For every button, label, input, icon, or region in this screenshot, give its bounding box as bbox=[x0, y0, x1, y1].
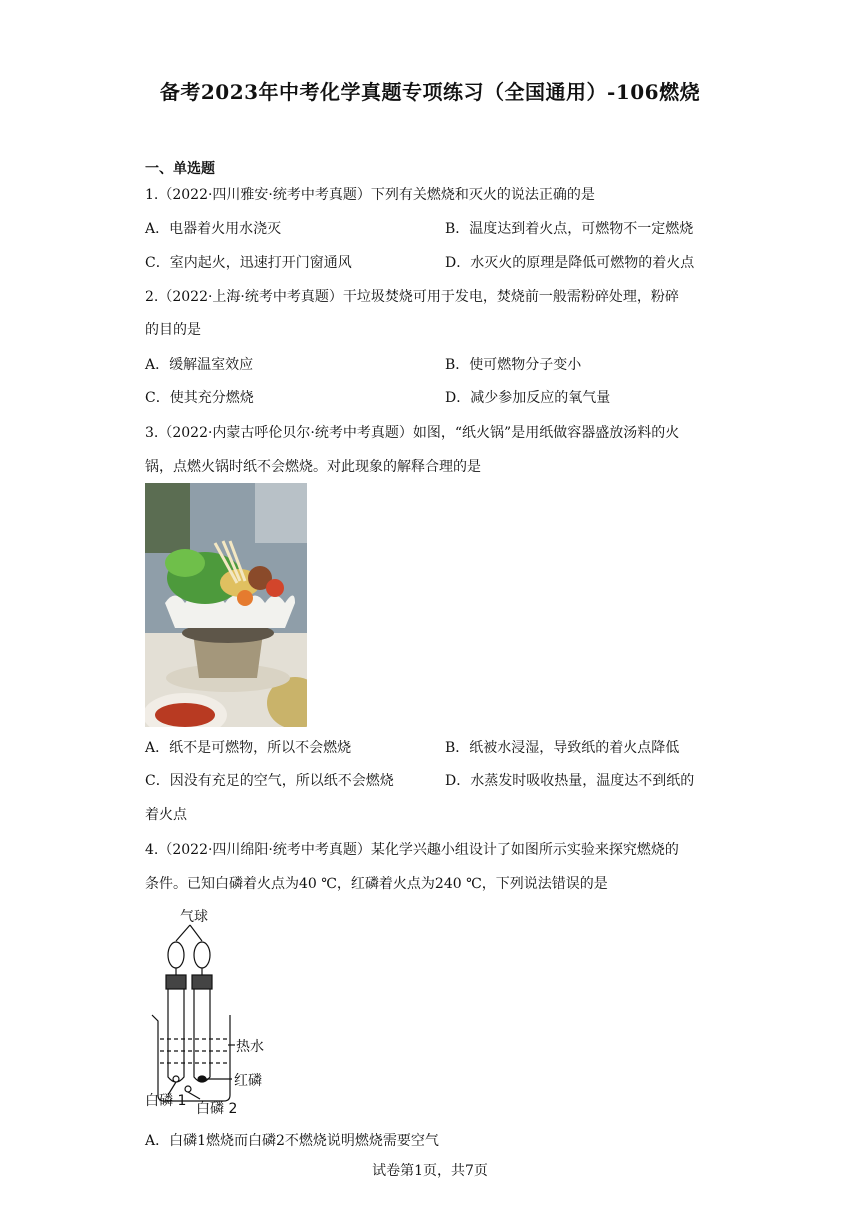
question-3-option-d-continued: 着火点 bbox=[145, 807, 187, 823]
question-1-stem: 1.（2022·四川雅安·统考中考真题）下列有关燃烧和灭火的说法正确的是 bbox=[145, 187, 595, 203]
question-4-stem-line-2: 条件。已知白磷着火点为40 ℃，红磷着火点为240 ℃，下列说法错误的是 bbox=[145, 876, 608, 892]
question-2-option-b: B．使可燃物分子变小 bbox=[445, 357, 582, 373]
red-phosphorus-label: 红磷 bbox=[234, 1073, 262, 1089]
question-4-stem-line-1: 4.（2022·四川绵阳·统考中考真题）某化学兴趣小组设计了如图所示实验来探究燃烧的 bbox=[145, 842, 679, 858]
test-tube-left bbox=[168, 989, 184, 1082]
question-3-option-a: A．纸不是可燃物，所以不会燃烧 bbox=[145, 740, 352, 756]
question-3-stem-line-2: 锅，点燃火锅时纸不会燃烧。对此现象的解释合理的是 bbox=[145, 459, 481, 475]
question-4-option-a: A．白磷1燃烧而白磷2不燃烧说明燃烧需要空气 bbox=[145, 1133, 439, 1149]
question-3-option-d: D．水蒸发时吸收热量，温度达不到纸的 bbox=[445, 773, 695, 789]
question-1-option-d: D．水灭火的原理是降低可燃物的着火点 bbox=[445, 255, 695, 271]
balloon-label: 气球 bbox=[180, 909, 208, 925]
question-1-option-c: C．室内起火，迅速打开门窗通风 bbox=[145, 255, 352, 271]
section-heading: 一、单选题 bbox=[145, 161, 215, 177]
stopper-left bbox=[166, 975, 186, 989]
white-phosphorus-1-label: 白磷 1 bbox=[145, 1093, 187, 1109]
question-1-option-a: A．电器着火用水浇灭 bbox=[145, 221, 282, 237]
paper-hotpot-illustration bbox=[145, 483, 307, 727]
balloon-left bbox=[168, 942, 184, 968]
question-3-stem-line-1: 3.（2022·内蒙古呼伦贝尔·统考中考真题）如图，“纸火锅”是用纸做容器盛放汤料的火 bbox=[145, 425, 680, 441]
page-title: 备考2023年中考化学真题专项练习（全国通用）-106燃烧 bbox=[159, 80, 701, 104]
white-phosphorus-2-label: 白磷 2 bbox=[196, 1101, 238, 1115]
white-phosphorus-1 bbox=[173, 1076, 179, 1082]
white-phosphorus-2 bbox=[185, 1086, 191, 1092]
stopper-right bbox=[192, 975, 212, 989]
hot-water-label: 热水 bbox=[236, 1039, 264, 1055]
red-phosphorus bbox=[198, 1076, 206, 1082]
question-2-stem-line-2: 的目的是 bbox=[145, 322, 201, 338]
question-3-option-b: B．纸被水浸湿，导致纸的着火点降低 bbox=[445, 740, 680, 756]
question-1-option-b: B．温度达到着火点，可燃物不一定燃烧 bbox=[445, 221, 694, 237]
question-2-option-d: D．减少参加反应的氧气量 bbox=[445, 390, 611, 406]
paper-hotpot-photo bbox=[145, 483, 307, 727]
test-tube-right bbox=[194, 989, 210, 1082]
question-2-option-c: C．使其充分燃烧 bbox=[145, 390, 254, 406]
question-2-stem-line-1: 2.（2022·上海·统考中考真题）干垃圾焚烧可用于发电，焚烧前一般需粉碎处理，粉碎 bbox=[145, 289, 679, 305]
combustion-experiment-diagram bbox=[140, 905, 280, 1115]
question-2-option-a: A．缓解温室效应 bbox=[145, 357, 254, 373]
balloon-right bbox=[194, 942, 210, 968]
page-footer: 试卷第1页，共7页 bbox=[372, 1163, 488, 1179]
question-3-option-c: C．因没有充足的空气，所以纸不会燃烧 bbox=[145, 773, 394, 789]
